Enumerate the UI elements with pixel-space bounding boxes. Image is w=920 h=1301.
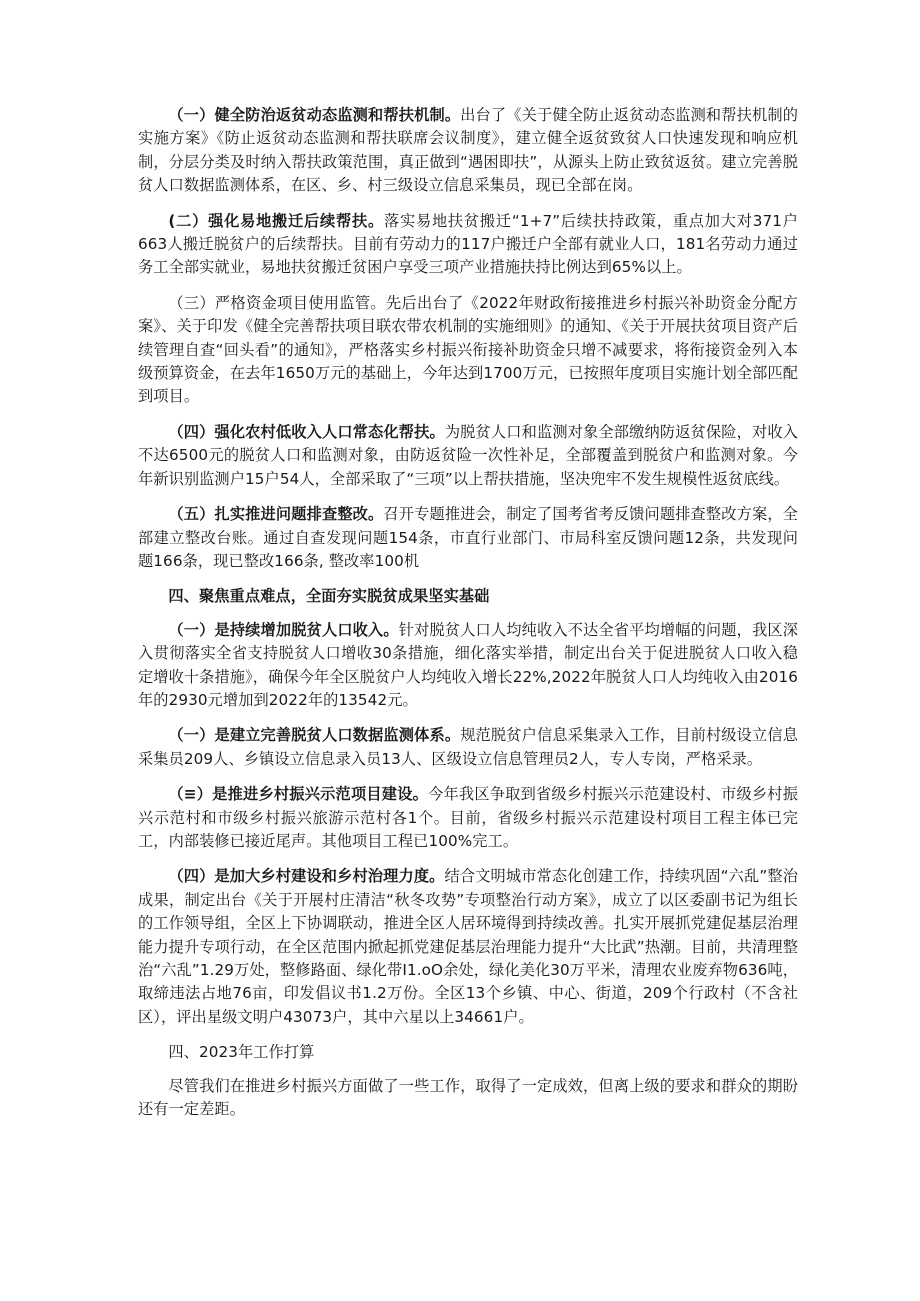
paragraph-text: 为脱贫人口和监测对象全部缴纳防返贫保险，对收入不达6500元的脱贫人口和监测对象，由防返贫险一次性补足，全部覆盖到脱贫户和监测对象。今年新识别监测户15户54人，全部采取了“三项”以上帮扶措施，坚决兜牢不发生规模性返贫底线。 [138,422,798,488]
section-heading-key-difficulties: 四、聚焦重点难点，全面夯实脱贫成果坚实基础 [168,587,490,606]
paragraph-text: 规范脱贫户信息采集录入工作，目前村级设立信息采集员209人、乡镇设立信息录入员13人、区级设立信息管理员2人，专人专岗，严格采录。 [138,726,799,768]
paragraph-lead: （五）扎实推进问题排查整改。 [168,505,384,524]
section-heading-2023-plan: 四、2023年工作打算 [168,1043,315,1062]
paragraph-text: 出台了《关于健全防止返贫动态监测和帮扶机制的实施方案》《防止返贫动态监测和帮扶联席会议制度》，建立健全返贫致贫人口快速发现和响应机制，分层分类及时纳入帮扶政策范围，真正做到“遇困即扶”，从源头上防止致贫返贫。建立完善脱贫人口数据监测体系，在区、乡、村三级设立信息采集员，现已全部在岗。 [138,106,799,195]
paragraph-lead: (二）强化易地搬迁后续帮扶。 [168,211,384,230]
paragraph-lead: （一）健全防治返贫动态监测和帮扶机制。 [168,106,461,124]
paragraph-lead: （一）是持续增加脱贫人口收入。 [168,620,399,639]
paragraph-relocation-support [138,210,798,280]
document-body [138,104,798,1133]
paragraph-low-income-support [138,421,798,491]
paragraph-text: 针对脱贫人口人均纯收入不达全省平均增幅的问题，我区深入贯彻落实全省支持脱贫人口增收30条措施，细化落实举措，制定出台关于促进脱贫人口收入稳定增收十条措施》，确保今年全区脱贫户人均纯收入增长22%,2022年脱贫人口人均纯收入由2016年的2930元增加到2022年的13542元。 [138,620,798,709]
paragraph-text: 今年我区争取到省级乡村振兴示范建设村、市级乡村振兴示范村和市级乡村振兴旅游示范村各1个。目前，省级乡村振兴示范建设村项目工程主体已完工，内部装修已接近尾声。其他项目工程已100%完工。 [138,785,798,850]
paragraph-problem-rectification [138,503,798,573]
paragraph-monitoring-mechanism [138,104,798,198]
paragraph-text: 召开专题推进会，制定了国考省考反馈问题排查整改方案，全部建立整改台账。通过自查发现问题154条，市直行业部门、市局科室反馈问题12条，共发现问题166条，现已整改166条, 整改率100机 [138,505,798,570]
paragraph-rural-governance [138,865,798,1029]
paragraph-fund-supervision [138,292,798,409]
paragraph-demonstration-projects [138,783,798,853]
paragraph-lead: （四）强化农村低收入人口常态化帮扶。 [168,422,445,441]
paragraph-lead: （四）是加大乡村建设和乡村治理力度。 [168,867,445,886]
paragraph-lead: （≡）是推进乡村振兴示范项目建设。 [168,785,429,804]
paragraph-text: 结合文明城市常态化创建工作，持续巩固“六乱”整治成果，制定出台《关于开展村庄清洁“秋冬攻势”专项整治行动方案》，成立了以区委副书记为组长的工作领导组，全区上下协调联动，推进全区人居环境得到持续改善。扎实开展抓党建促基层治理能力提升专项行动，在全区范围内掀起抓党建促基层治理能力提升“大比武”热潮。目前，共清理整治“六乱”1.29万处，整修路面、绿化带I1.oO余处，绿化美化30万平米，清理农业废弃物636吨，取缔违法占地76亩，印发倡议书1.2万份。全区13个乡镇、中心、街道，209个行政村（不含社区），评出星级文明户43073户，其中六星以上34661户。 [138,867,798,1026]
paragraph-text: （三）严格资金项目使用监管。先后出台了《2022年财政衔接推进乡村振兴补助资金分配方案》、关于印发《健全完善帮扶项目联农带农机制的实施细则》的通知、《关于开展扶贫项目资产后续管理自查“回头看”的通知》，严格落实乡村振兴衔接补助资金只增不减要求，将衔接资金列入本级预算资金，在去年1650万元的基础上，今年达到1700万元，已按照年度项目实施计划全部匹配到项目。 [138,293,798,406]
paragraph-data-monitoring [138,724,798,771]
paragraph-income-increase [138,619,798,713]
paragraph-text: 落实易地扶贫搬迁“1+7”后续扶持政策，重点加大对371户663人搬迁脱贫户的后续帮扶。目前有劳动力的117户搬迁户全部有就业人口，181名劳动力通过务工全部实就业，易地扶贫搬迁贫困户享受三项产业措施扶持比例达到65%以上。 [138,211,798,277]
paragraph-closing: 尽管我们在推进乡村振兴方面做了一些工作，取得了一定成效，但离上级的要求和群众的期盼还有一定差距。 [138,1076,798,1119]
paragraph-lead: （一）是建立完善脱贫人口数据监测体系。 [168,726,461,745]
